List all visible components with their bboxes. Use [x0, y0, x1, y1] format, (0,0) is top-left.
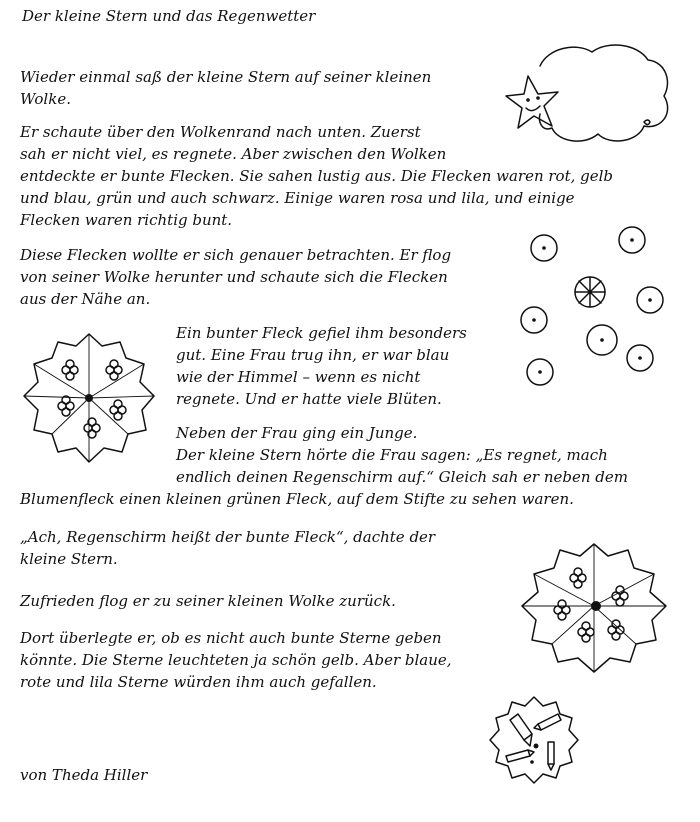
spots-illustration — [510, 222, 670, 392]
text-line: Der kleine Stern hörte die Frau sagen: „Es regnet, mach — [176, 446, 608, 464]
cloud-outline — [540, 45, 668, 141]
paragraph-6 — [20, 526, 435, 570]
text-line: endlich deinen Regenschirm auf.“ Gleich sah er neben dem — [176, 468, 628, 486]
text-line: rote und lila Sterne würden ihm auch gefallen. — [20, 673, 377, 691]
text-line: Dort überlegte er, ob es nicht auch bunte Sterne geben — [20, 629, 442, 647]
flower-umbrella-illustration-right — [520, 540, 668, 674]
text-line: „Ach, Regenschirm heißt der bunte Fleck“, dachte der — [20, 528, 436, 546]
text-line: Zufrieden flog er zu seiner kleinen Wolke zurück. — [20, 592, 396, 610]
text-line: Neben der Frau ging ein Junge. — [176, 424, 418, 442]
text-line: Blumenfleck einen kleinen grünen Fleck, auf dem Stifte zu sehen waren. — [20, 490, 574, 508]
author-credit: von Theda Hiller — [20, 766, 148, 784]
paragraph-4 — [176, 322, 467, 410]
story-title: Der kleine Stern und das Regenwetter — [22, 7, 316, 25]
star-outline — [506, 76, 558, 128]
paragraph-1 — [20, 66, 431, 110]
text-line: gut. Eine Frau trug ihn, er war blau — [176, 346, 450, 364]
flower-icon — [570, 568, 586, 588]
text-line: und blau, grün und auch schwarz. Einige waren rosa und lila, und einige — [20, 189, 575, 207]
pencil-icon — [534, 714, 561, 730]
flower-icon — [84, 418, 100, 438]
pencil-umbrella-illustration — [488, 694, 580, 786]
flower-icon — [106, 360, 122, 380]
text-line: Er schaute über den Wolkenrand nach unten. Zuerst — [20, 123, 421, 141]
flower-umbrella-illustration-left — [22, 330, 156, 466]
flower-icon — [578, 622, 594, 642]
text-line: Flecken waren richtig bunt. — [20, 211, 233, 229]
text-line: regnete. Und er hatte viele Blüten. — [176, 390, 442, 408]
text-line: von seiner Wolke herunter und schaute sich die Flecken — [20, 268, 448, 286]
flower-icon — [110, 400, 126, 420]
text-line: kleine Stern. — [20, 550, 118, 568]
text-line: könnte. Die Sterne leuchteten ja schön gelb. Aber blaue, — [20, 651, 452, 669]
paragraph-8 — [20, 627, 452, 693]
text-line: Diese Flecken wollte er sich genauer betrachten. Er flog — [20, 246, 452, 264]
pencil-icon — [506, 750, 534, 762]
pencil-icon — [548, 742, 554, 770]
paragraph-7 — [20, 590, 396, 612]
star-on-cloud-illustration — [498, 36, 674, 156]
flower-icon — [608, 620, 624, 640]
paragraph-3 — [20, 244, 451, 310]
umbrella-outline — [490, 697, 578, 783]
pencil-icon — [510, 714, 532, 746]
text-line: sah er nicht viel, es regnete. Aber zwischen den Wolken — [20, 145, 447, 163]
text-line: aus der Nähe an. — [20, 290, 151, 308]
text-line: Ein bunter Fleck gefiel ihm besonders — [176, 324, 467, 342]
flower-icon — [554, 600, 570, 620]
text-line: Wolke. — [20, 90, 71, 108]
text-line: wie der Himmel – wenn es nicht — [176, 368, 421, 386]
flower-icon — [62, 360, 78, 380]
flower-icon — [58, 396, 74, 416]
text-line: entdeckte er bunte Flecken. Sie sahen lustig aus. Die Flecken waren rot, gelb — [20, 167, 614, 185]
text-line: Wieder einmal saß der kleine Stern auf seiner kleinen — [20, 68, 432, 86]
